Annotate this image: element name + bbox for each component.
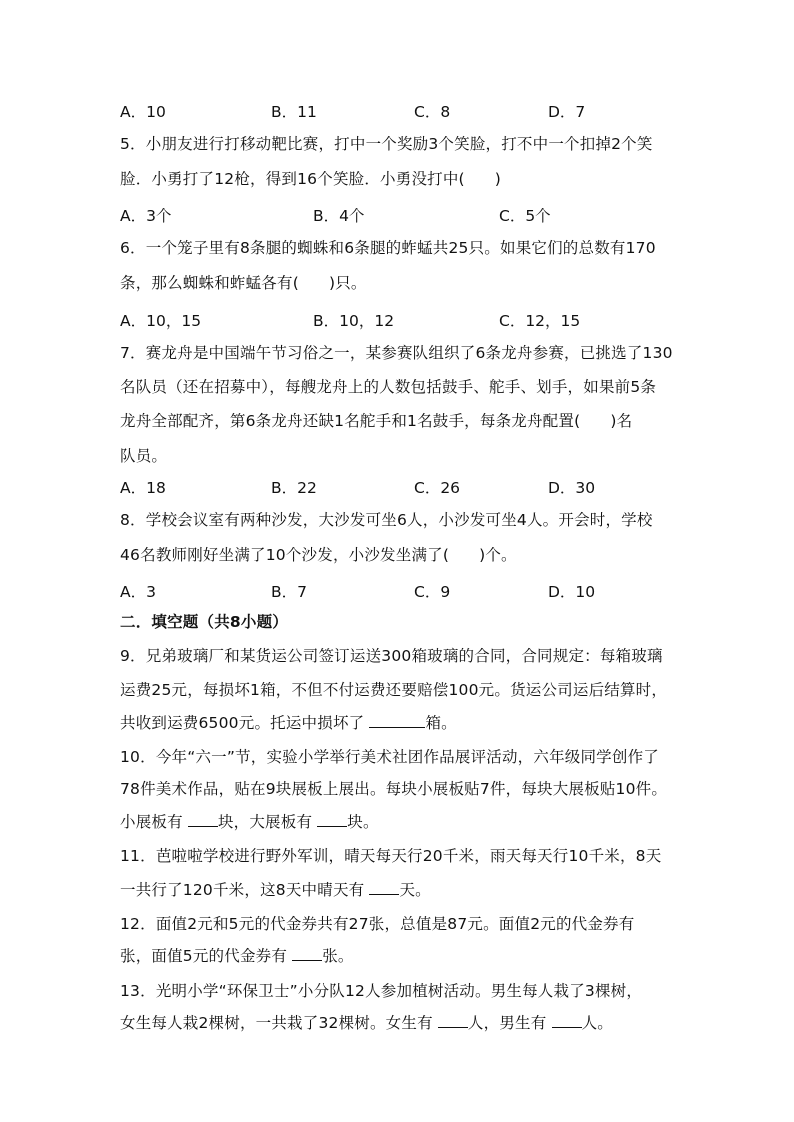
q10-line-2: 78件美术作品，贴在9块展板上展出。每块小展板贴7件，每块大展板贴10件。 xyxy=(120,780,668,798)
q13-blank-girls[interactable] xyxy=(438,1013,468,1028)
section-2-heading: 二．填空题（共8小题） xyxy=(120,613,288,631)
q13-line-2 xyxy=(120,1013,613,1033)
q7-line-3-tail: )名 xyxy=(610,412,633,430)
q8-option-a: A．3 xyxy=(120,583,156,601)
q7-line-3-text: 龙舟全部配齐，第6条龙舟还缺1名舵手和1名鼓手，每条龙舟配置( xyxy=(120,412,581,430)
q12-line-2 xyxy=(120,946,354,966)
q9-line-2: 运费25元，每损坏1箱，不但不付运费还要赔偿100元。货运公司运后结算时， xyxy=(120,681,668,699)
q8-option-d: D．10 xyxy=(548,583,596,601)
q7-line-2: 名队员（还在招募中），每艘龙舟上的人数包括鼓手、舵手、划手，如果前5条 xyxy=(120,378,657,396)
q5-line-2-text: 脸．小勇打了12枪，得到16个笑脸．小勇没打中( xyxy=(120,170,465,188)
q9-answer-blank[interactable] xyxy=(369,713,425,728)
q12-line-2-tail: 张。 xyxy=(322,947,354,965)
q5-option-c: C．5个 xyxy=(499,207,551,225)
q11-line-2-tail: 天。 xyxy=(399,881,431,899)
q7-line-4: 队员。 xyxy=(120,447,168,465)
q6-option-a: A．10，15 xyxy=(120,312,202,330)
q6-line-1: 6．一个笼子里有8条腿的蜘蛛和6条腿的蚱蜢共25只。如果它们的总数有170 xyxy=(120,239,656,257)
q7-option-a: A．18 xyxy=(120,479,166,497)
q6-option-c: C．12，15 xyxy=(499,312,581,330)
q6-line-2-tail: )只。 xyxy=(328,274,367,292)
q4-option-c: C．8 xyxy=(414,103,451,121)
q8-line-2-text: 46名教师刚好坐满了10个沙发，小沙发坐满了( xyxy=(120,546,450,564)
q8-line-2-tail: )个。 xyxy=(479,546,517,564)
q10-line-3-a: 小展板有 xyxy=(120,813,188,831)
q13-line-1: 13．光明小学“环保卫士”小分队12人参加植树活动。男生每人栽了3棵树， xyxy=(120,982,643,1000)
q10-line-1: 10．今年“六一”节，实验小学举行美术社团作品展评活动，六年级同学创作了 xyxy=(120,748,659,766)
q9-line-3-tail: 箱。 xyxy=(425,714,457,732)
q10-line-3-b: 块，大展板有 xyxy=(217,813,318,831)
q4-option-d: D．7 xyxy=(548,103,586,121)
q12-line-2-text: 张，面值5元的代金券有 xyxy=(120,947,293,965)
q5-line-1: 5．小朋友进行打移动靶比赛，打中一个奖励3个笑脸，打不中一个扣掉2个笑 xyxy=(120,135,653,153)
q4-option-b: B．11 xyxy=(271,103,317,121)
q9-line-1: 9．兄弟玻璃厂和某货运公司签订运送300箱玻璃的合同，合同规定：每箱玻璃 xyxy=(120,647,663,665)
q11-answer-blank[interactable] xyxy=(369,880,399,895)
q5-paren-close: ) xyxy=(494,170,502,188)
q12-line-1: 12．面值2元和5元的代金券共有27张，总值是87元。面值2元的代金券有 xyxy=(120,915,635,933)
q7-option-b: B．22 xyxy=(271,479,317,497)
q4-option-a: A．10 xyxy=(120,103,166,121)
q5-option-b: B．4个 xyxy=(313,207,365,225)
q5-line-2 xyxy=(120,169,501,189)
q8-line-1: 8．学校会议室有两种沙发，大沙发可坐6人，小沙发可坐4人。开会时，学校 xyxy=(120,511,653,529)
q5-option-a: A．3个 xyxy=(120,207,172,225)
q6-line-2-text: 条，那么蜘蛛和蚱蜢各有( xyxy=(120,274,299,292)
q10-line-3 xyxy=(120,812,379,832)
q9-line-3 xyxy=(120,713,457,733)
q6-line-2 xyxy=(120,273,367,293)
q7-line-3 xyxy=(120,411,632,431)
q9-line-3-text: 共收到运费6500元。托运中损坏了 xyxy=(120,714,370,732)
q11-line-1: 11．芭啦啦学校进行野外军训，晴天每天行20千米，雨天每天行10千米，8天 xyxy=(120,847,662,865)
q10-blank-small[interactable] xyxy=(188,812,218,827)
q13-line-2-c: 人。 xyxy=(581,1014,613,1032)
q13-line-2-a: 女生每人栽2棵树，一共栽了32棵树。女生有 xyxy=(120,1014,438,1032)
q7-option-c: C．26 xyxy=(414,479,461,497)
q13-blank-boys[interactable] xyxy=(552,1013,582,1028)
q7-option-d: D．30 xyxy=(548,479,596,497)
q11-line-2-text: 一共行了120千米，这8天中晴天有 xyxy=(120,881,370,899)
q11-line-2 xyxy=(120,880,431,900)
q10-blank-large[interactable] xyxy=(317,812,347,827)
q8-option-b: B．7 xyxy=(271,583,307,601)
q10-line-3-c: 块。 xyxy=(347,813,379,831)
q13-line-2-b: 人，男生有 xyxy=(467,1014,552,1032)
q7-line-1: 7．赛龙舟是中国端午节习俗之一，某参赛队组织了6条龙舟参赛，已挑选了130 xyxy=(120,344,673,362)
q8-line-2 xyxy=(120,545,517,565)
q8-option-c: C．9 xyxy=(414,583,451,601)
q12-answer-blank[interactable] xyxy=(292,946,322,961)
q6-option-b: B．10，12 xyxy=(313,312,395,330)
